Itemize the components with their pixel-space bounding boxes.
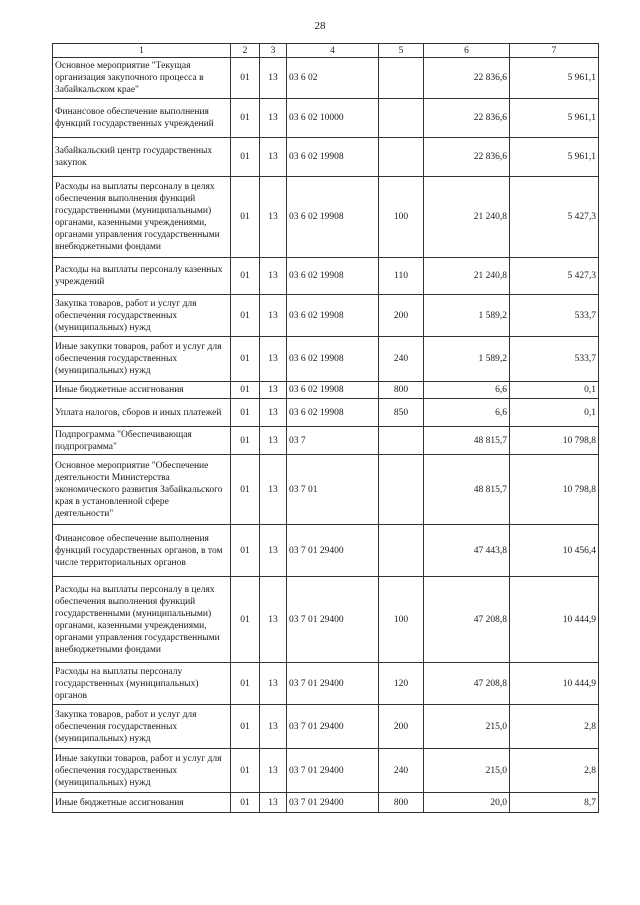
row-subsection-cell: 13 bbox=[260, 99, 287, 138]
table-row bbox=[53, 177, 599, 258]
row-expense-type-cell: 800 bbox=[379, 382, 424, 399]
row-name-cell: Иные закупки товаров, работ и услуг для обеспечения государственных (муниципальных) нужд bbox=[53, 337, 231, 382]
row-plan-value-cell: 47 443,8 bbox=[424, 525, 510, 577]
row-target-code-cell: 03 6 02 19908 bbox=[287, 295, 379, 337]
row-section-cell: 01 bbox=[231, 258, 260, 295]
row-executed-value-cell: 10 444,9 bbox=[510, 663, 599, 705]
row-subsection-cell: 13 bbox=[260, 382, 287, 399]
row-plan-value-cell: 1 589,2 bbox=[424, 337, 510, 382]
row-name-cell: Подпрограмма "Обеспечивающая подпрограмма" bbox=[53, 427, 231, 455]
table-row bbox=[53, 58, 599, 99]
row-subsection-cell: 13 bbox=[260, 793, 287, 813]
header-cell-col1: 1 bbox=[53, 44, 231, 58]
row-subsection-cell: 13 bbox=[260, 295, 287, 337]
row-expense-type-cell: 100 bbox=[379, 577, 424, 663]
row-target-code-cell: 03 6 02 19908 bbox=[287, 337, 379, 382]
row-section-cell: 01 bbox=[231, 577, 260, 663]
row-expense-type-cell: 120 bbox=[379, 663, 424, 705]
table-body bbox=[53, 58, 599, 813]
row-plan-value-cell: 1 589,2 bbox=[424, 295, 510, 337]
row-target-code-cell: 03 7 01 29400 bbox=[287, 749, 379, 793]
row-subsection-cell: 13 bbox=[260, 58, 287, 99]
row-target-code-cell: 03 6 02 19908 bbox=[287, 138, 379, 177]
table-row bbox=[53, 705, 599, 749]
row-target-code-cell: 03 7 01 bbox=[287, 455, 379, 525]
row-expense-type-cell: 800 bbox=[379, 793, 424, 813]
row-executed-value-cell: 5 961,1 bbox=[510, 58, 599, 99]
row-target-code-cell: 03 6 02 19908 bbox=[287, 382, 379, 399]
row-executed-value-cell: 10 444,9 bbox=[510, 577, 599, 663]
table-row bbox=[53, 295, 599, 337]
row-subsection-cell: 13 bbox=[260, 577, 287, 663]
row-subsection-cell: 13 bbox=[260, 258, 287, 295]
row-executed-value-cell: 533,7 bbox=[510, 295, 599, 337]
table-row bbox=[53, 399, 599, 427]
row-section-cell: 01 bbox=[231, 177, 260, 258]
row-target-code-cell: 03 7 01 29400 bbox=[287, 577, 379, 663]
row-executed-value-cell: 10 798,8 bbox=[510, 427, 599, 455]
row-plan-value-cell: 47 208,8 bbox=[424, 663, 510, 705]
row-target-code-cell: 03 7 bbox=[287, 427, 379, 455]
row-plan-value-cell: 22 836,6 bbox=[424, 99, 510, 138]
row-name-cell: Финансовое обеспечение выполнения функций государственных органов, в том числе территориальных органов bbox=[53, 525, 231, 577]
row-section-cell: 01 bbox=[231, 58, 260, 99]
row-expense-type-cell: 240 bbox=[379, 749, 424, 793]
row-name-cell: Забайкальский центр государственных закупок bbox=[53, 138, 231, 177]
row-plan-value-cell: 48 815,7 bbox=[424, 427, 510, 455]
row-executed-value-cell: 2,8 bbox=[510, 705, 599, 749]
row-subsection-cell: 13 bbox=[260, 177, 287, 258]
row-section-cell: 01 bbox=[231, 382, 260, 399]
row-section-cell: 01 bbox=[231, 99, 260, 138]
row-name-cell: Закупка товаров, работ и услуг для обеспечения государственных (муниципальных) нужд bbox=[53, 705, 231, 749]
row-section-cell: 01 bbox=[231, 427, 260, 455]
row-expense-type-cell: 200 bbox=[379, 295, 424, 337]
row-plan-value-cell: 21 240,8 bbox=[424, 258, 510, 295]
row-executed-value-cell: 10 798,8 bbox=[510, 455, 599, 525]
row-plan-value-cell: 20,0 bbox=[424, 793, 510, 813]
row-subsection-cell: 13 bbox=[260, 663, 287, 705]
table-row bbox=[53, 577, 599, 663]
row-name-cell: Основное мероприятие "Обеспечение деятельности Министерства экономического развития Забайкальского края в установленной сфере деятельности" bbox=[53, 455, 231, 525]
row-subsection-cell: 13 bbox=[260, 337, 287, 382]
row-section-cell: 01 bbox=[231, 399, 260, 427]
row-executed-value-cell: 8,7 bbox=[510, 793, 599, 813]
row-executed-value-cell: 10 456,4 bbox=[510, 525, 599, 577]
table-row bbox=[53, 382, 599, 399]
row-section-cell: 01 bbox=[231, 525, 260, 577]
row-subsection-cell: 13 bbox=[260, 138, 287, 177]
row-subsection-cell: 13 bbox=[260, 525, 287, 577]
row-name-cell: Уплата налогов, сборов и иных платежей bbox=[53, 399, 231, 427]
row-target-code-cell: 03 6 02 19908 bbox=[287, 399, 379, 427]
row-name-cell: Основное мероприятие "Текущая организация закупочного процесса в Забайкальском крае" bbox=[53, 58, 231, 99]
table-row bbox=[53, 749, 599, 793]
row-section-cell: 01 bbox=[231, 663, 260, 705]
header-cell-col2: 2 bbox=[231, 44, 260, 58]
row-executed-value-cell: 0,1 bbox=[510, 382, 599, 399]
table-row bbox=[53, 337, 599, 382]
row-section-cell: 01 bbox=[231, 749, 260, 793]
table-row bbox=[53, 455, 599, 525]
row-section-cell: 01 bbox=[231, 793, 260, 813]
header-cell-col7: 7 bbox=[510, 44, 599, 58]
row-section-cell: 01 bbox=[231, 295, 260, 337]
row-name-cell: Расходы на выплаты персоналу казенных учреждений bbox=[53, 258, 231, 295]
row-expense-type-cell: 240 bbox=[379, 337, 424, 382]
row-executed-value-cell: 5 427,3 bbox=[510, 258, 599, 295]
row-expense-type-cell: 200 bbox=[379, 705, 424, 749]
row-target-code-cell: 03 7 01 29400 bbox=[287, 705, 379, 749]
table-row bbox=[53, 793, 599, 813]
row-plan-value-cell: 6,6 bbox=[424, 399, 510, 427]
row-subsection-cell: 13 bbox=[260, 749, 287, 793]
header-cell-col3: 3 bbox=[260, 44, 287, 58]
row-plan-value-cell: 47 208,8 bbox=[424, 577, 510, 663]
row-name-cell: Расходы на выплаты персоналу в целях обеспечения выполнения функций государственными (муниципальными) органами, казенными учреждениями, органами управления государственными внебюджетными фондами bbox=[53, 177, 231, 258]
row-section-cell: 01 bbox=[231, 705, 260, 749]
row-executed-value-cell: 5 961,1 bbox=[510, 138, 599, 177]
row-target-code-cell: 03 6 02 10000 bbox=[287, 99, 379, 138]
table-row bbox=[53, 99, 599, 138]
row-target-code-cell: 03 6 02 bbox=[287, 58, 379, 99]
table-row bbox=[53, 663, 599, 705]
row-target-code-cell: 03 7 01 29400 bbox=[287, 663, 379, 705]
row-target-code-cell: 03 6 02 19908 bbox=[287, 177, 379, 258]
header-row bbox=[53, 44, 599, 58]
row-plan-value-cell: 215,0 bbox=[424, 749, 510, 793]
row-expense-type-cell: 100 bbox=[379, 177, 424, 258]
table-row bbox=[53, 258, 599, 295]
budget-table bbox=[52, 43, 599, 813]
row-section-cell: 01 bbox=[231, 337, 260, 382]
row-plan-value-cell: 215,0 bbox=[424, 705, 510, 749]
row-target-code-cell: 03 7 01 29400 bbox=[287, 793, 379, 813]
row-subsection-cell: 13 bbox=[260, 705, 287, 749]
header-cell-col5: 5 bbox=[379, 44, 424, 58]
row-expense-type-cell: 850 bbox=[379, 399, 424, 427]
row-subsection-cell: 13 bbox=[260, 455, 287, 525]
row-plan-value-cell: 22 836,6 bbox=[424, 138, 510, 177]
row-section-cell: 01 bbox=[231, 455, 260, 525]
table-row bbox=[53, 427, 599, 455]
row-expense-type-cell bbox=[379, 99, 424, 138]
page-number: 28 bbox=[314, 20, 326, 32]
row-name-cell: Расходы на выплаты персоналу в целях обеспечения выполнения функций государственными (муниципальными) органами, казенными учреждениями, органами управления государственными внебюджетными фондами bbox=[53, 577, 231, 663]
row-expense-type-cell bbox=[379, 455, 424, 525]
row-name-cell: Закупка товаров, работ и услуг для обеспечения государственных (муниципальных) нужд bbox=[53, 295, 231, 337]
row-expense-type-cell: 110 bbox=[379, 258, 424, 295]
row-executed-value-cell: 2,8 bbox=[510, 749, 599, 793]
row-name-cell: Расходы на выплаты персоналу государственных (муниципальных) органов bbox=[53, 663, 231, 705]
row-target-code-cell: 03 6 02 19908 bbox=[287, 258, 379, 295]
row-name-cell: Иные бюджетные ассигнования bbox=[53, 382, 231, 399]
row-plan-value-cell: 48 815,7 bbox=[424, 455, 510, 525]
row-plan-value-cell: 21 240,8 bbox=[424, 177, 510, 258]
row-plan-value-cell: 6,6 bbox=[424, 382, 510, 399]
row-subsection-cell: 13 bbox=[260, 399, 287, 427]
row-section-cell: 01 bbox=[231, 138, 260, 177]
row-name-cell: Иные бюджетные ассигнования bbox=[53, 793, 231, 813]
row-expense-type-cell bbox=[379, 427, 424, 455]
row-executed-value-cell: 5 961,1 bbox=[510, 99, 599, 138]
row-expense-type-cell bbox=[379, 525, 424, 577]
row-plan-value-cell: 22 836,6 bbox=[424, 58, 510, 99]
table-row bbox=[53, 138, 599, 177]
row-executed-value-cell: 0,1 bbox=[510, 399, 599, 427]
row-name-cell: Финансовое обеспечение выполнения функций государственных учреждений bbox=[53, 99, 231, 138]
row-target-code-cell: 03 7 01 29400 bbox=[287, 525, 379, 577]
header-cell-col6: 6 bbox=[424, 44, 510, 58]
row-subsection-cell: 13 bbox=[260, 427, 287, 455]
row-expense-type-cell bbox=[379, 138, 424, 177]
header-cell-col4: 4 bbox=[287, 44, 379, 58]
row-expense-type-cell bbox=[379, 58, 424, 99]
row-name-cell: Иные закупки товаров, работ и услуг для обеспечения государственных (муниципальных) нужд bbox=[53, 749, 231, 793]
table-row bbox=[53, 525, 599, 577]
row-executed-value-cell: 533,7 bbox=[510, 337, 599, 382]
row-executed-value-cell: 5 427,3 bbox=[510, 177, 599, 258]
